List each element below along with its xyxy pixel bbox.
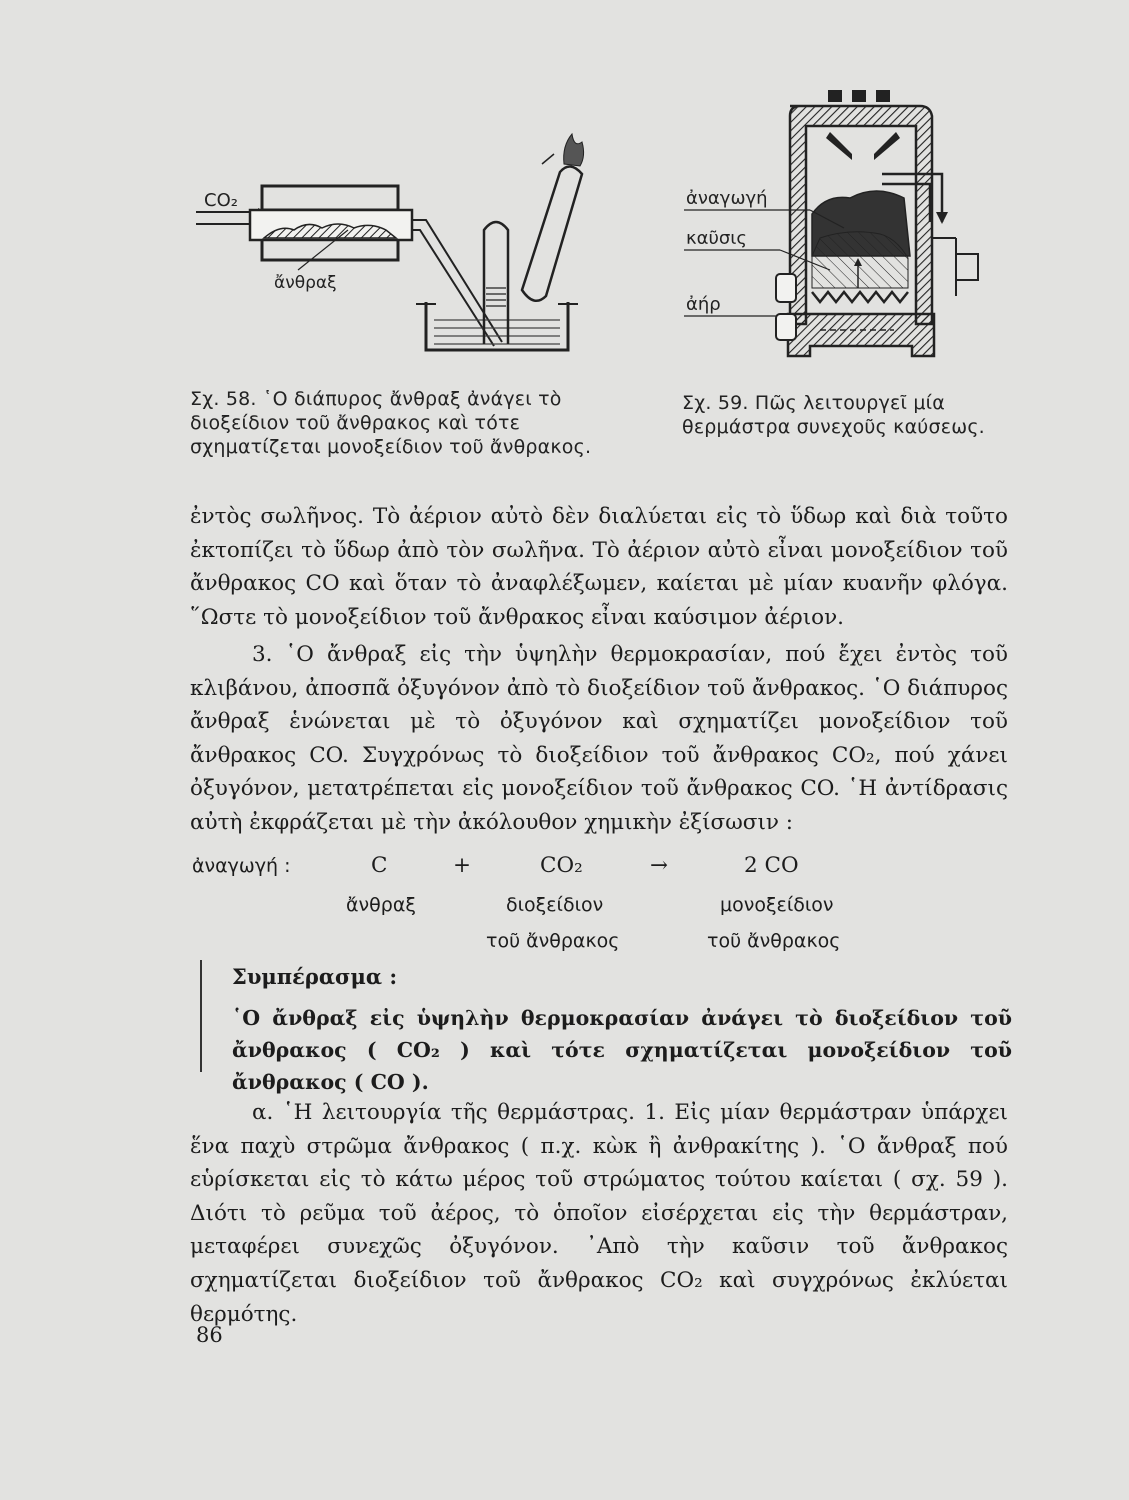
conclusion-box xyxy=(200,960,1012,1094)
equation-reactant-1-name: ἄνθραξ xyxy=(346,894,416,916)
conclusion-title: Συμπέρασμα : xyxy=(232,964,398,989)
figure-58-diagram xyxy=(190,120,610,370)
paragraph-1 xyxy=(190,500,1008,634)
carbon-label: ἄνθραξ xyxy=(274,273,337,293)
equation-arrow: → xyxy=(650,853,669,878)
figure-59-caption: Σχ. 59. Πῶς λειτουργεῖ μία θερμάστρα συνεχοῦς καύσεως. xyxy=(682,392,985,438)
equation-reactant-2-name-2: τοῦ ἄνθρακος xyxy=(486,930,620,952)
paragraph-3 xyxy=(190,1096,1008,1331)
equation-label: ἀναγωγή : xyxy=(192,855,291,877)
page-number: 86 xyxy=(196,1323,223,1347)
paragraph-1-text: ἐντὸς σωλῆνος. Τὸ ἀέριον αὐτὸ δὲν διαλύεται εἰς τὸ ὕδωρ καὶ διὰ τοῦτο ἐκτοπίζει τὸ ὕδωρ ἀπὸ τὸν σωλῆνα. Τὸ ἀέριον αὐτὸ εἶναι μονοξείδιον τοῦ ἄνθρακος CO καὶ ὅταν τὸ ἀναφλέξωμεν, καίεται μὲ μίαν κυανῆν φλόγα. ῞Ωστε τὸ μονοξείδιον τοῦ ἄνθρακος εἶναι καύσιμον ἀέριον. xyxy=(190,504,1008,630)
equation-product-name-2: τοῦ ἄνθρακος xyxy=(707,930,841,952)
combustion-label: καῦσις xyxy=(686,228,747,249)
figure-58-caption: Σχ. 58. ῾Ο διάπυρος ἄνθραξ ἀνάγει τὸ διοξείδιον τοῦ ἄνθρακος καὶ τότε σχηματίζεται μονοξείδιον τοῦ ἄνθρακος. xyxy=(190,388,592,458)
equation-reactant-1: C xyxy=(371,853,388,878)
reduction-label: ἀναγωγή xyxy=(686,188,768,209)
paragraph-2-text: 3. ῾Ο ἄνθραξ εἰς τὴν ὑψηλὴν θερμοκρασίαν, πού ἔχει ἐντὸς τοῦ κλιβάνου, ἀποσπᾶ ὀξυγόνον ἀπὸ τὸ διοξείδιον τοῦ ἄνθρακος. ῾Ο διάπυρος ἄνθραξ ἑνώνεται μὲ τὸ ὀξυγόνον καὶ σχηματίζει μονοξείδιον τοῦ ἄνθρακος CO. Συγχρόνως τὸ διοξείδιον τοῦ ἄνθρακος CO₂, πού χάνει ὀξυγόνον, μετατρέπεται εἰς μονοξείδιον τοῦ ἄνθρακος CO. ῾Η ἀντίδρασις αὐτὴ ἐκφράζεται μὲ τὴν ἀκόλουθον χημικὴν ἐξίσωσιν : xyxy=(190,642,1008,835)
equation-product-name-1: μονοξείδιον xyxy=(720,894,834,916)
equation-reactant-2-name-1: διοξείδιον xyxy=(506,894,604,916)
paragraph-2 xyxy=(190,638,1008,840)
co2-label: CO₂ xyxy=(204,190,238,211)
equation-plus: + xyxy=(453,853,472,878)
conclusion-text: ῾Ο ἄνθραξ εἰς ὑψηλὴν θερμοκρασίαν ἀνάγει τὸ διοξείδιον τοῦ ἄνθρακος ( CO₂ ) καὶ τότε σχηματίζεται μονοξείδιον τοῦ ἄνθρακος ( CO ). xyxy=(232,1006,1012,1094)
paragraph-3-text: α. ῾Η λειτουργία τῆς θερμάστρας. 1. Εἰς μίαν θερμάστραν ὑπάρχει ἕνα παχὺ στρῶμα ἄνθρακος ( π.χ. κὼκ ἢ ἀνθρακίτης ). ῾Ο ἄνθραξ πού εὑρίσκεται εἰς τὸ κάτω μέρος τοῦ στρώματος τούτου καίεται ( σχ. 59 ). Διότι τὸ ρεῦμα τοῦ ἀέρος, τὸ ὁποῖον εἰσέρχεται εἰς τὴν θερμάστραν, μεταφέρει συνεχῶς ὀξυγόνον. ᾿Απὸ τὴν καῦσιν τοῦ ἄνθρακος σχηματίζεται διοξείδιον τοῦ ἄνθρακος CO₂ καὶ συγχρόνως ἐκλύεται θερμότης. xyxy=(190,1100,1008,1327)
air-label: ἀήρ xyxy=(686,294,721,315)
figure-59-diagram xyxy=(680,88,1000,368)
equation-reactant-2: CO₂ xyxy=(540,853,583,878)
equation-product: 2 CO xyxy=(744,853,799,878)
